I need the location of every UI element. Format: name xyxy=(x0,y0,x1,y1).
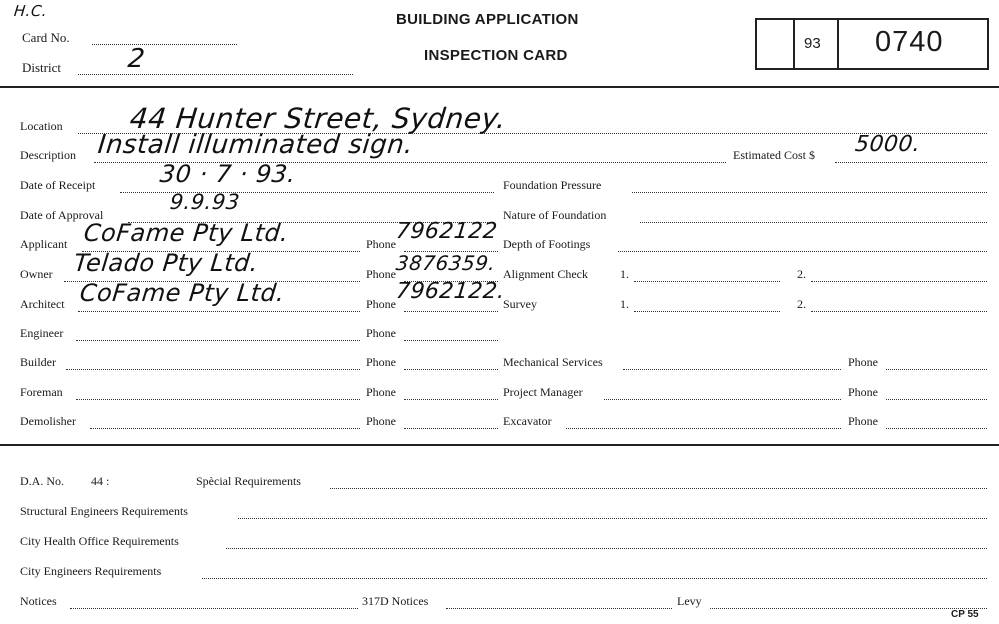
foreman-phone-line[interactable] xyxy=(404,399,498,400)
project-manager-line[interactable] xyxy=(604,399,841,400)
form-code: CP 55 xyxy=(951,609,979,620)
excavator-label: Excavator xyxy=(503,414,552,428)
location-label: Location xyxy=(20,119,63,133)
project-manager-label: Project Manager xyxy=(503,385,583,399)
survey-line-1[interactable] xyxy=(634,311,780,312)
survey-label: Survey xyxy=(503,297,537,311)
estimated-cost-line[interactable] xyxy=(835,162,987,163)
engineer-label: Engineer xyxy=(20,326,64,340)
header-rule xyxy=(0,86,999,88)
card-number-box xyxy=(755,18,989,70)
demolisher-label: Demolisher xyxy=(20,414,76,428)
district-value: 2 xyxy=(126,44,147,74)
description-value: Install illuminated sign. xyxy=(96,130,415,160)
district-label: District xyxy=(22,60,61,75)
engineer-phone-label: Phone xyxy=(366,326,396,340)
mechanical-services-phone-label: Phone xyxy=(848,355,878,369)
architect-label: Architect xyxy=(20,297,65,311)
form-title-line2: INSPECTION CARD xyxy=(424,47,568,64)
notices-label: Notices xyxy=(20,594,57,608)
alignment-check-num-1: 1. xyxy=(620,267,629,281)
demolisher-line[interactable] xyxy=(90,428,360,429)
architect-line[interactable] xyxy=(78,311,360,312)
foundation-pressure-line[interactable] xyxy=(632,192,987,193)
applicant-phone-value: 7962122 xyxy=(394,219,499,244)
levy-label: Levy xyxy=(677,594,702,608)
depth-of-footings-label: Depth of Footings xyxy=(503,237,591,251)
notices-317d-line[interactable] xyxy=(446,608,672,609)
city-health-label: City Health Office Requirements xyxy=(20,534,179,548)
architect-phone-value: 7962122. xyxy=(394,279,507,304)
structural-engineers-line[interactable] xyxy=(238,518,987,519)
location-value: 44 Hunter Street, Sydney. xyxy=(128,102,508,135)
city-engineers-label: City Engineers Requirements xyxy=(20,564,162,578)
excavator-phone-label: Phone xyxy=(848,414,878,428)
mechanical-services-phone-line[interactable] xyxy=(886,369,987,370)
city-engineers-line[interactable] xyxy=(202,578,987,579)
special-requirements-label: Spècial Requirements xyxy=(196,474,301,488)
nature-of-foundation-line[interactable] xyxy=(640,222,987,223)
nature-of-foundation-label: Nature of Foundation xyxy=(503,208,607,222)
applicant-label: Applicant xyxy=(20,237,68,251)
notices-317d-label: 317D Notices xyxy=(362,594,429,608)
levy-line[interactable] xyxy=(710,608,987,609)
demolisher-phone-label: Phone xyxy=(366,414,396,428)
description-label: Description xyxy=(20,148,76,162)
form-title-line1: BUILDING APPLICATION xyxy=(396,11,579,28)
mechanical-services-label: Mechanical Services xyxy=(503,355,603,369)
project-manager-phone-label: Phone xyxy=(848,385,878,399)
details-rule xyxy=(0,444,999,446)
survey-line-2[interactable] xyxy=(811,311,987,312)
engineer-phone-line[interactable] xyxy=(404,340,498,341)
architect-phone-line[interactable] xyxy=(404,311,498,312)
builder-phone-label: Phone xyxy=(366,355,396,369)
alignment-check-line-2[interactable] xyxy=(811,281,987,282)
alignment-check-label: Alignment Check xyxy=(503,267,588,281)
architect-phone-label: Phone xyxy=(366,297,396,311)
mechanical-services-line[interactable] xyxy=(623,369,841,370)
depth-of-footings-line[interactable] xyxy=(618,251,987,252)
owner-phone-label: Phone xyxy=(366,267,396,281)
architect-value: CoFame Pty Ltd. xyxy=(78,279,287,307)
foreman-phone-label: Phone xyxy=(366,385,396,399)
number-box-divider-2 xyxy=(837,20,839,68)
date-of-approval-value: 9.9.93 xyxy=(168,190,242,214)
project-manager-phone-line[interactable] xyxy=(886,399,987,400)
builder-line[interactable] xyxy=(66,369,360,370)
foreman-label: Foreman xyxy=(20,385,63,399)
card-number: 0740 xyxy=(875,26,944,58)
card-number-prefix: 93 xyxy=(804,35,821,52)
card-no-label: Card No. xyxy=(22,30,70,45)
owner-value: Telado Pty Ltd. xyxy=(72,249,260,277)
survey-num-2: 2. xyxy=(797,297,806,311)
builder-phone-line[interactable] xyxy=(404,369,498,370)
hc-note: H.C. xyxy=(13,2,49,20)
owner-label: Owner xyxy=(20,267,53,281)
card-no-line[interactable] xyxy=(92,44,237,45)
survey-num-1: 1. xyxy=(620,297,629,311)
excavator-phone-line[interactable] xyxy=(886,428,987,429)
alignment-check-num-2: 2. xyxy=(797,267,806,281)
excavator-line[interactable] xyxy=(566,428,841,429)
da-no-value: 44 : xyxy=(91,474,110,488)
applicant-value: CoFame Pty Ltd. xyxy=(82,219,291,247)
date-of-receipt-value: 30 · 7 · 93. xyxy=(158,160,298,188)
alignment-check-line-1[interactable] xyxy=(634,281,780,282)
city-health-line[interactable] xyxy=(226,548,987,549)
demolisher-phone-line[interactable] xyxy=(404,428,498,429)
builder-label: Builder xyxy=(20,355,56,369)
applicant-phone-label: Phone xyxy=(366,237,396,251)
date-of-receipt-label: Date of Receipt xyxy=(20,178,96,192)
estimated-cost-value: 5000. xyxy=(853,132,922,157)
engineer-line[interactable] xyxy=(76,340,360,341)
foreman-line[interactable] xyxy=(76,399,360,400)
date-of-approval-label: Date of Approval xyxy=(20,208,104,222)
estimated-cost-label: Estimated Cost $ xyxy=(733,148,815,162)
number-box-divider-1 xyxy=(793,20,795,68)
special-requirements-line[interactable] xyxy=(330,488,987,489)
foundation-pressure-label: Foundation Pressure xyxy=(503,178,602,192)
structural-engineers-label: Structural Engineers Requirements xyxy=(20,504,188,518)
owner-phone-value: 3876359. xyxy=(394,251,497,275)
da-no-label: D.A. No. xyxy=(20,474,64,488)
district-line[interactable] xyxy=(78,74,353,75)
notices-line[interactable] xyxy=(70,608,358,609)
